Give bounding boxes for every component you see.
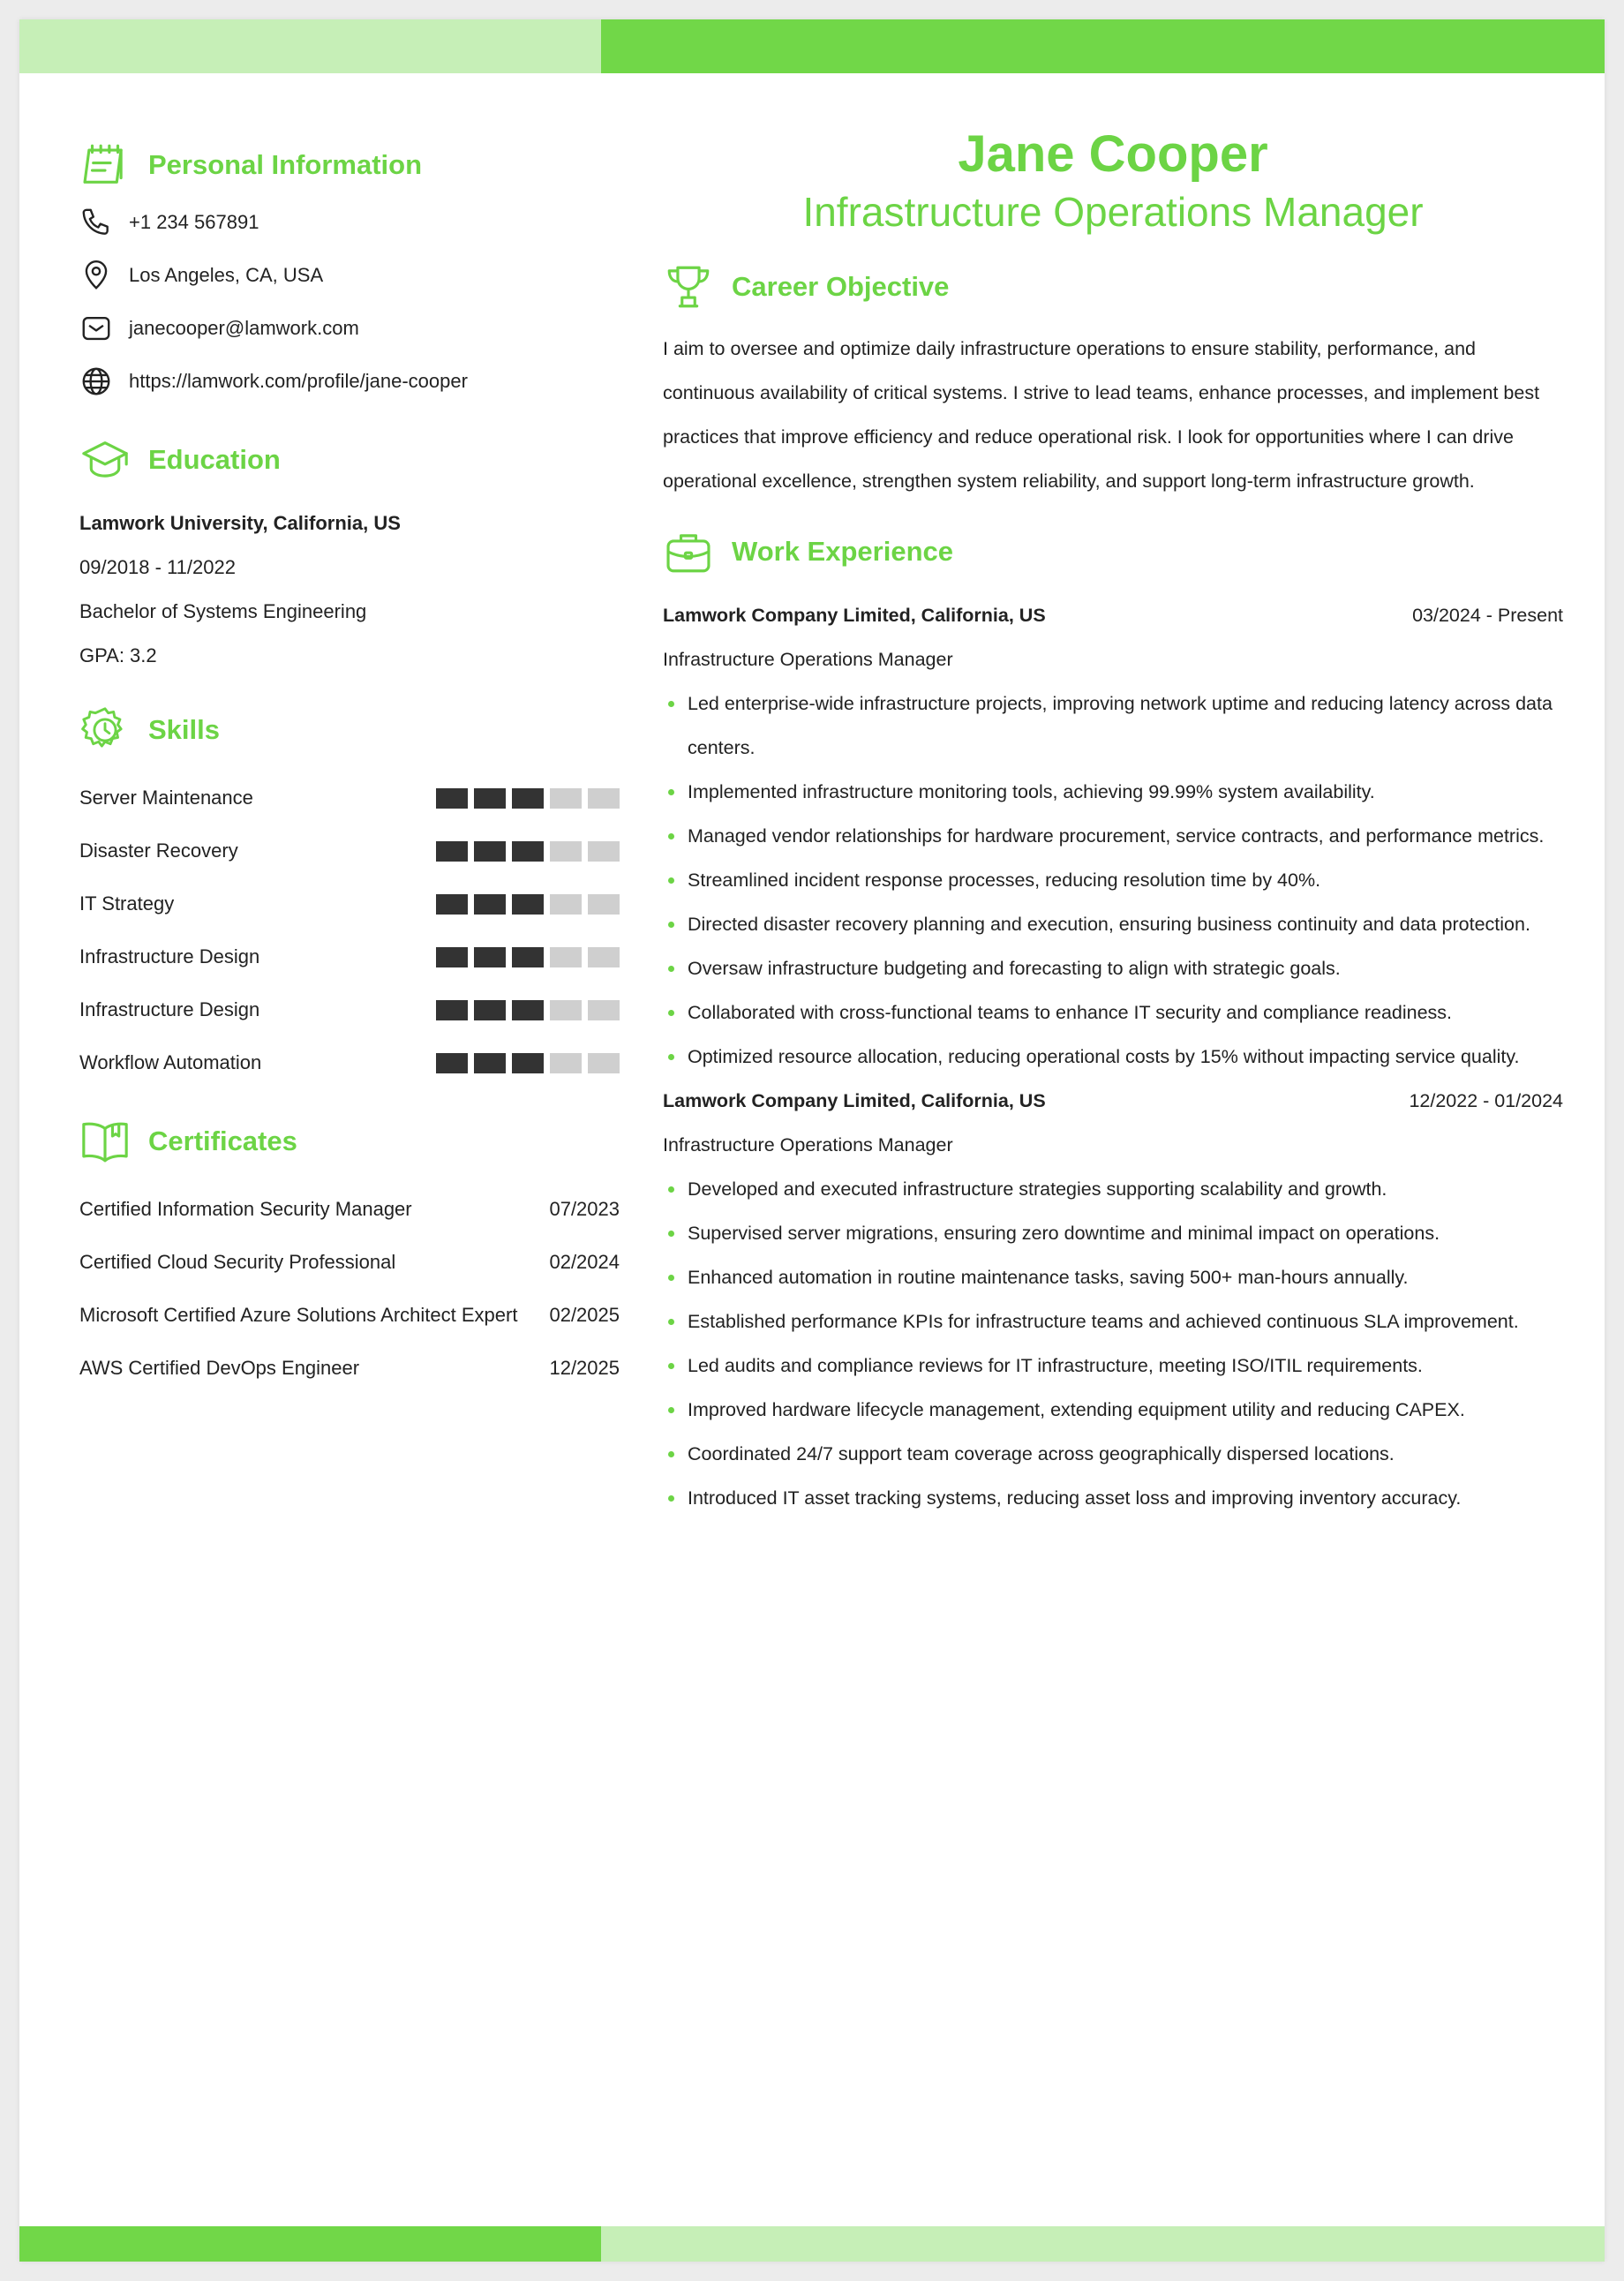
skill-level <box>436 894 620 915</box>
contact-email <box>79 302 620 355</box>
skill-block-filled <box>436 947 468 967</box>
job-bullet: Streamlined incident response processes, reducing resolution time by 40%. <box>663 858 1563 902</box>
skill-level <box>436 841 620 862</box>
skill-level <box>436 1053 620 1073</box>
candidate-title: Infrastructure Operations Manager <box>802 189 1424 235</box>
job-bullet: Enhanced automation in routine maintenance tasks, saving 500+ man-hours annually. <box>663 1255 1563 1299</box>
job-bullet: Collaborated with cross-functional teams to enhance IT security and compliance readiness. <box>663 990 1563 1035</box>
skill-block-empty <box>588 947 620 967</box>
certificate-row <box>79 1183 620 1236</box>
skills-header <box>79 699 620 761</box>
skill-block-filled <box>436 1053 468 1073</box>
education-dates: 09/2018 - 11/2022 <box>79 556 236 578</box>
graduation-cap-icon <box>79 434 131 486</box>
skill-block-empty <box>588 1000 620 1020</box>
skill-block-empty <box>588 894 620 915</box>
skill-row <box>79 983 620 1036</box>
certificate-name: Certified Cloud Security Professional <box>79 1251 396 1273</box>
job-bullets <box>663 1167 1563 1520</box>
job-dates: 12/2022 - 01/2024 <box>1409 1090 1563 1111</box>
job-bullet: Led audits and compliance reviews for IT infrastructure, meeting ISO/ITIL requirements. <box>663 1344 1563 1388</box>
skill-block-filled <box>474 841 506 862</box>
skill-name: Server Maintenance <box>79 787 253 809</box>
skill-block-empty <box>588 1053 620 1073</box>
job-role: Infrastructure Operations Manager <box>663 649 953 670</box>
briefcase-icon <box>663 526 714 577</box>
open-book-icon <box>79 1116 131 1167</box>
skill-block-filled <box>436 1000 468 1020</box>
skill-block-empty <box>550 894 582 915</box>
job-bullet: Implemented infrastructure monitoring tools, achieving 99.99% system availability. <box>663 770 1563 814</box>
skill-name: Disaster Recovery <box>79 839 238 862</box>
website-text: https://lamwork.com/profile/jane-cooper <box>129 370 468 392</box>
job-bullet: Optimized resource allocation, reducing operational costs by 15% without impacting service quality. <box>663 1035 1563 1079</box>
certificates-header <box>79 1110 620 1172</box>
skill-row <box>79 1036 620 1089</box>
skill-block-filled <box>512 1053 544 1073</box>
personal-info-title: Personal Information <box>148 149 423 180</box>
skill-name: Infrastructure Design <box>79 998 260 1020</box>
job-bullet: Managed vendor relationships for hardware procurement, service contracts, and performance metrics. <box>663 814 1563 858</box>
skill-block-filled <box>512 788 544 809</box>
skill-block-filled <box>474 1000 506 1020</box>
contact-location <box>79 249 620 302</box>
job-bullet: Coordinated 24/7 support team coverage across geographically dispersed locations. <box>663 1432 1563 1476</box>
skill-block-filled <box>512 1000 544 1020</box>
job-company: Lamwork Company Limited, California, US <box>663 1090 1046 1111</box>
skill-block-filled <box>436 894 468 915</box>
right-column <box>663 124 1563 1520</box>
left-column <box>79 134 620 1395</box>
map-pin-icon <box>79 259 113 292</box>
skill-block-filled <box>436 841 468 862</box>
education-header <box>79 429 620 491</box>
skill-block-empty <box>588 841 620 862</box>
bottom-bar-right <box>601 2226 1605 2262</box>
skill-level <box>436 788 620 809</box>
skills-title: Skills <box>148 714 220 745</box>
top-bar-left <box>19 19 601 73</box>
skill-row <box>79 772 620 824</box>
experience-header <box>663 521 1563 583</box>
job-entry <box>663 1079 1563 1520</box>
skill-block-empty <box>550 841 582 862</box>
resume-page <box>19 19 1605 2262</box>
job-bullet: Improved hardware lifecycle management, extending equipment utility and reducing CAPEX. <box>663 1388 1563 1432</box>
skill-block-filled <box>512 894 544 915</box>
education-degree: Bachelor of Systems Engineering <box>79 600 367 622</box>
job-bullet: Supervised server migrations, ensuring zero downtime and minimal impact on operations. <box>663 1211 1563 1255</box>
job-header <box>663 593 1563 637</box>
contact-website <box>79 355 620 408</box>
skill-row <box>79 930 620 983</box>
job-company: Lamwork Company Limited, California, US <box>663 605 1046 626</box>
skill-block-filled <box>512 947 544 967</box>
candidate-name: Jane Cooper <box>958 125 1268 183</box>
skill-level <box>436 947 620 967</box>
contact-phone <box>79 196 620 249</box>
skill-block-empty <box>550 788 582 809</box>
skill-block-filled <box>474 1053 506 1073</box>
email-text: janecooper@lamwork.com <box>129 317 359 339</box>
job-bullet: Oversaw infrastructure budgeting and forecasting to align with strategic goals. <box>663 946 1563 990</box>
trophy-icon <box>663 261 714 312</box>
skill-block-empty <box>550 947 582 967</box>
globe-icon <box>79 365 113 398</box>
job-role: Infrastructure Operations Manager <box>663 1134 953 1156</box>
certificate-date: 02/2025 <box>549 1304 620 1326</box>
skill-name: Workflow Automation <box>79 1051 262 1073</box>
skill-block-empty <box>550 1053 582 1073</box>
job-header <box>663 1079 1563 1123</box>
skill-block-filled <box>436 788 468 809</box>
skill-row <box>79 824 620 877</box>
job-bullet: Established performance KPIs for infrastructure teams and achieved continuous SLA improvement. <box>663 1299 1563 1344</box>
skill-block-empty <box>550 1000 582 1020</box>
skill-block-filled <box>474 947 506 967</box>
certificate-name: AWS Certified DevOps Engineer <box>79 1357 360 1379</box>
phone-icon <box>79 206 113 239</box>
top-bar-right <box>601 19 1605 73</box>
certificate-date: 07/2023 <box>549 1198 620 1220</box>
certificate-date: 02/2024 <box>549 1251 620 1273</box>
skill-name: IT Strategy <box>79 892 175 915</box>
job-bullet: Introduced IT asset tracking systems, reducing asset loss and improving inventory accuracy. <box>663 1476 1563 1520</box>
location-text: Los Angeles, CA, USA <box>129 264 324 286</box>
certificate-date: 12/2025 <box>549 1357 620 1379</box>
phone-text: +1 234 567891 <box>129 211 259 233</box>
skill-block-filled <box>474 894 506 915</box>
skill-row <box>79 877 620 930</box>
education-school: Lamwork University, California, US <box>79 512 401 534</box>
job-entry <box>663 593 1563 1079</box>
certificate-row <box>79 1289 620 1342</box>
skill-block-empty <box>588 788 620 809</box>
certificate-name: Microsoft Certified Azure Solutions Architect Expert <box>79 1304 518 1326</box>
skills-list <box>79 772 620 1089</box>
skill-block-filled <box>512 841 544 862</box>
job-bullet: Directed disaster recovery planning and execution, ensuring business continuity and data protection. <box>663 902 1563 946</box>
job-dates: 03/2024 - Present <box>1412 605 1563 626</box>
skill-name: Infrastructure Design <box>79 945 260 967</box>
mail-icon <box>79 312 113 345</box>
objective-text: I aim to oversee and optimize daily infrastructure operations to ensure stability, performance, and continuous availability of critical systems. I strive to lead teams, enhance processes, and implement best practices that improve efficiency and reduce operational risk. I look for opportunities where I can drive operational excellence, strengthen system reliability, and support long-term infrastructure growth. <box>663 338 1540 492</box>
education-title: Education <box>148 444 281 475</box>
bottom-bar-left <box>19 2226 601 2262</box>
certificate-row <box>79 1236 620 1289</box>
calendar-note-icon <box>79 139 131 191</box>
objective-header <box>663 256 1563 318</box>
skill-block-filled <box>474 788 506 809</box>
job-bullet: Developed and executed infrastructure strategies supporting scalability and growth. <box>663 1167 1563 1211</box>
certificate-row <box>79 1342 620 1395</box>
job-bullet: Led enterprise-wide infrastructure projects, improving network uptime and reducing latency across data centers. <box>663 681 1563 770</box>
gear-clock-icon <box>79 704 131 756</box>
personal-info-header <box>79 134 620 196</box>
certificate-name: Certified Information Security Manager <box>79 1198 412 1220</box>
job-bullets <box>663 681 1563 1079</box>
objective-title: Career Objective <box>732 271 950 302</box>
education-gpa: GPA: 3.2 <box>79 644 157 666</box>
experience-title: Work Experience <box>732 536 953 567</box>
certificates-title: Certificates <box>148 1125 297 1156</box>
skill-level <box>436 1000 620 1020</box>
